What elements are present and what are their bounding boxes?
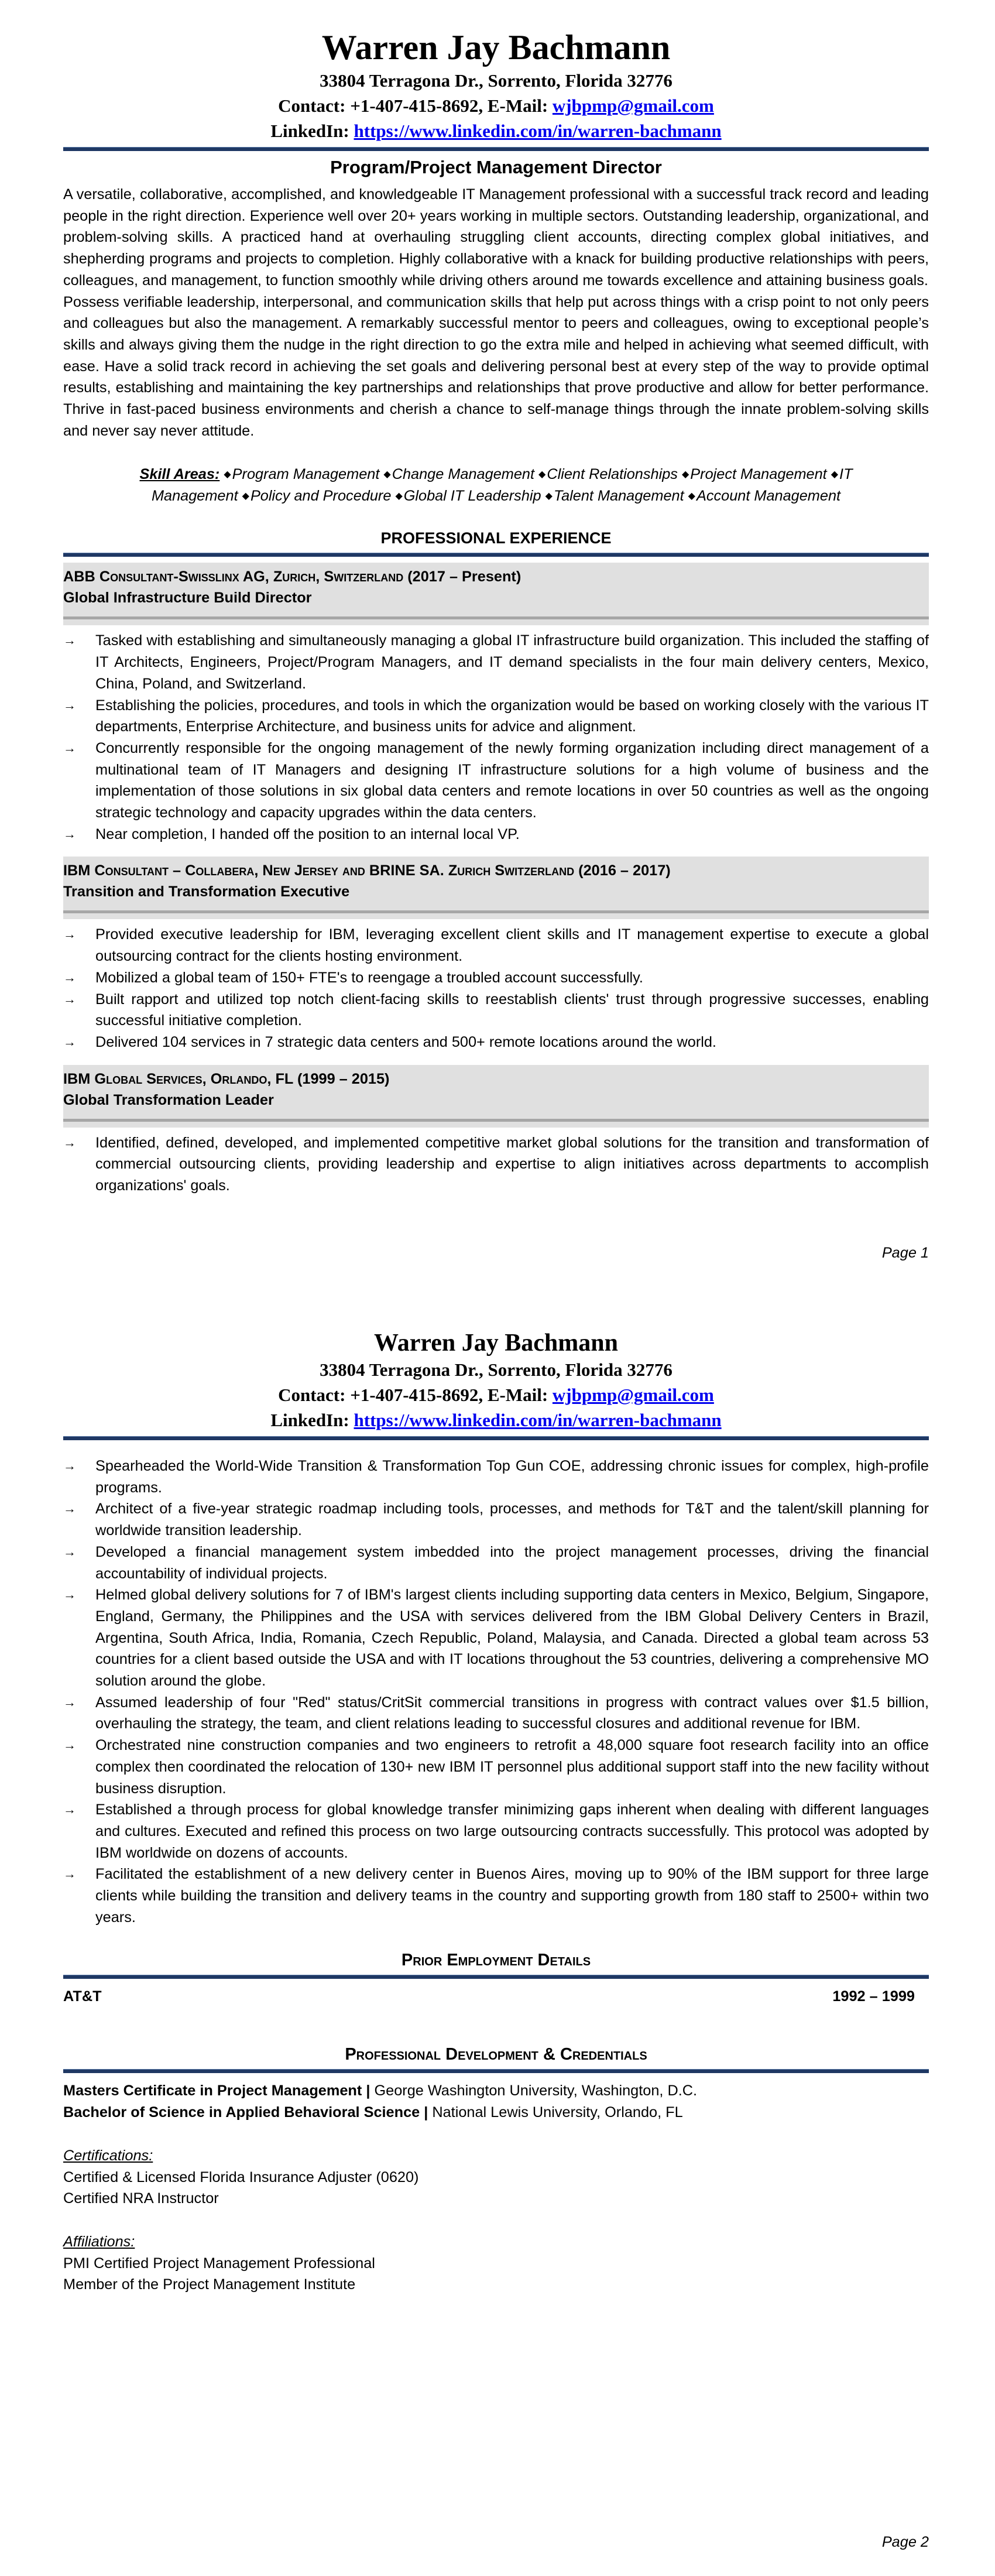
arrow-bullet-icon: →: [63, 1501, 76, 1516]
experience-section: [63, 527, 929, 557]
skill-areas: [63, 464, 929, 507]
skill-item: Change Management: [392, 466, 535, 483]
section-divider: [63, 2069, 929, 2073]
job-title: Global Infrastructure Build Director: [63, 590, 312, 607]
bullet-item: [63, 1132, 929, 1197]
bullet-text: Tasked with establishing and simultaneously managing a global IT infrastructure build organization. This included the staffing of IT Architects, Engineers, Project/Program Managers, and IT demand specialists in the four main delivery centers, Mexico, China, Poland, and Switzerland.: [95, 632, 929, 692]
candidate-name: Warren Jay Bachmann: [321, 28, 671, 67]
job-title: Global Transformation Leader: [63, 1091, 274, 1108]
summary-paragraph: A versatile, collaborative, accomplished, and knowledgeable IT Management professional with a successful track record and leading people in the right direction. Experience well over 20+ years working in multiple sectors. Outstanding leadership, organizational, and problem-solving skills. A practiced hand at overhauling struggling client accounts, directing complex global initiatives, and shepherding programs and projects to completion. Highly collaborative with a knack for building productive relationships with peers, colleagues, and management, to function smoothly while driving others around me towards excellence and attaining business goals.: [63, 186, 929, 289]
linkedin-link[interactable]: https://www.linkedin.com/in/warren-bachmann: [354, 1410, 722, 1430]
contact-header: [63, 27, 929, 143]
affiliation-item: PMI Certified Project Management Professional: [63, 2255, 375, 2272]
bullet-item: [63, 1584, 929, 1692]
bullet-item: [63, 1692, 929, 1735]
skill-item: Policy and Procedure: [250, 488, 392, 505]
contact-line: [63, 93, 929, 118]
bullet-item: [63, 1735, 929, 1799]
bullet-item: [63, 924, 929, 967]
job-header-divider: [63, 910, 929, 913]
bullet-text: Identified, defined, developed, and implemented competitive market global solutions for the transition and transformation of commercial outsourcing clients, providing leadership and expertise to align initiatives across departments to accomplish organizations' goals.: [95, 1134, 929, 1194]
job-entry: [63, 563, 929, 845]
skill-item: IT Management: [151, 466, 853, 505]
credentials-section: [63, 2043, 929, 2073]
education-item: Masters Certificate in Project Management | George Washington University, Washington, D.C.: [63, 2082, 698, 2099]
job-title: Transition and Transformation Executive: [63, 883, 350, 900]
job-bullets-continued: [63, 1455, 929, 1928]
diamond-bullet-icon: ◆: [831, 470, 839, 480]
summary-paragraph: Possess verifiable leadership, interpersonal, and communication skills that help put across things with a crisp point to not only peers and colleagues but also the management. A remarkably successful mentor to peers and colleagues, owing to exceptional people’s skills and always giving them the nudge in the right direction to go the extra mile and helped in achieving what seemed difficult, with ease. Have a solid track record in achieving the set goals and delivering personal best at every step of the way to provide optimal results, establishing and maintaining the key partnerships and relationships that prove productive and allow for better performance. Thrive in fast-paced business environments and cherish a chance to self-manage things through the innate problem-solving skills and never say never attitude.: [63, 293, 929, 439]
bullet-text: Mobilized a global team of 150+ FTE's to reengage a troubled account successfully.: [95, 969, 643, 986]
prior-employment-section: [63, 1949, 929, 1979]
skill-item: Global IT Leadership: [403, 488, 541, 505]
arrow-bullet-icon: →: [63, 826, 76, 841]
prior-dates: 1992 – 1999: [832, 1988, 915, 2005]
arrow-bullet-icon: →: [63, 1738, 76, 1753]
bullet-item: [63, 1542, 929, 1584]
job-header: [63, 857, 929, 919]
arrow-bullet-icon: →: [63, 991, 76, 1006]
linkedin-line: [63, 118, 929, 143]
linkedin-label: LinkedIn:: [270, 1410, 354, 1430]
skill-item: Account Management: [696, 488, 841, 505]
diamond-bullet-icon: ◆: [545, 491, 553, 502]
bullet-item: [63, 824, 929, 845]
skill-item: Program Management: [232, 466, 380, 483]
section-divider: [63, 553, 929, 557]
job-header: [63, 1065, 929, 1128]
skill-item: Client Relationships: [547, 466, 678, 483]
bullet-item: [63, 1455, 929, 1498]
certifications-label: Certifications:: [63, 2147, 153, 2164]
arrow-bullet-icon: →: [63, 1135, 76, 1150]
arrow-bullet-icon: →: [63, 1544, 76, 1559]
job-bullets: [63, 924, 929, 1053]
arrow-bullet-icon: →: [63, 1458, 76, 1473]
section-heading-experience: PROFESSIONAL EXPERIENCE: [380, 529, 612, 547]
bullet-item: [63, 1032, 929, 1053]
job-company: IBM Global Services, Orlando, FL (1999 – 2015): [63, 1070, 390, 1087]
skill-item: Project Management: [690, 466, 827, 483]
bullet-text: Orchestrated nine construction companies and two engineers to retrofit a 48,000 square foot research facility into an office complex then coordinated the relocation of 130+ new IBM IT personnel plus additional support staff into the new facility without business disruption.: [95, 1737, 929, 1797]
bullet-text: Established a through process for global knowledge transfer minimizing gaps inherent when dealing with different languages and cultures. Executed and refined this process on two large outsourcing contracts successfully. This protocol was adopted by IBM worldwide on dozens of accounts.: [95, 1801, 929, 1861]
arrow-bullet-icon: →: [63, 1034, 76, 1049]
page-number: Page 1: [881, 1245, 929, 1261]
email-link[interactable]: wjbpmp@gmail.com: [552, 1385, 714, 1405]
bullet-item: [63, 695, 929, 738]
header-divider: [63, 147, 929, 151]
resume-page-2: [63, 1329, 929, 2564]
candidate-name: Warren Jay Bachmann: [374, 1330, 618, 1356]
bullet-text: Establishing the policies, procedures, and tools in which the organization would be based on working closely with the various IT departments, Enterprise Architecture, and business units for advice and alignment.: [95, 697, 929, 735]
job-bullets: [63, 1132, 929, 1197]
bullet-text: Architect of a five-year strategic roadmap including tools, processes, and methods for T&T and the talent/skill planning for worldwide transition leadership.: [95, 1501, 929, 1539]
bullet-text: Provided executive leadership for IBM, leveraging excellent client skills and IT management expertise to execute a global outsourcing contract for the clients hosting environment.: [95, 926, 929, 965]
education-list: [63, 2080, 929, 2296]
diamond-bullet-icon: ◆: [538, 470, 546, 480]
arrow-bullet-icon: →: [63, 740, 76, 755]
job-entry: [63, 857, 929, 1053]
bullet-item: [63, 1799, 929, 1864]
diamond-bullet-icon: ◆: [395, 491, 403, 502]
certification-item: Certified NRA Instructor: [63, 2190, 219, 2207]
certification-item: Certified & Licensed Florida Insurance Adjuster (0620): [63, 2169, 419, 2186]
arrow-bullet-icon: →: [63, 970, 76, 985]
bullet-item: [63, 967, 929, 989]
bullet-text: Concurrently responsible for the ongoing management of the newly forming organization including direct management of a multinational team of IT Managers and designing IT infrastructure solutions for a high volume of business and the implementation of those solutions in six global data centers and remote locations in over 50 countries as well as the ongoing strategic technology and capacity upgrades within the data centers.: [95, 739, 929, 821]
arrow-bullet-icon: →: [63, 927, 76, 942]
linkedin-line: [63, 1407, 929, 1433]
arrow-bullet-icon: →: [63, 697, 76, 712]
arrow-bullet-icon: →: [63, 1694, 76, 1710]
bullet-item: [63, 738, 929, 824]
diamond-bullet-icon: ◆: [383, 470, 391, 480]
job-entry: [63, 1065, 929, 1197]
diamond-bullet-icon: ◆: [242, 491, 249, 502]
bullet-text: Built rapport and utilized top notch client-facing skills to reestablish clients' trust through progressive successes, enabling successful initiative completion.: [95, 991, 929, 1029]
bullet-text: Near completion, I handed off the position to an internal local VP.: [95, 825, 520, 842]
contact-phone-label: Contact: +1-407-415-8692, E-Mail:: [278, 95, 553, 116]
bullet-text: Developed a financial management system imbedded into the project management processes, driving the financial accountability of individual projects.: [95, 1543, 929, 1582]
summary: [63, 184, 929, 441]
skill-item: Talent Management: [553, 488, 684, 505]
resume-page-1: [63, 27, 929, 1274]
diamond-bullet-icon: ◆: [681, 470, 689, 480]
bullet-text: Facilitated the establishment of a new delivery center in Buenos Aires, moving up to 90% of the IBM support for three large clients while building the transition and delivery teams in the country and supporting growth from 180 staff to 2500+ within two years.: [95, 1866, 929, 1926]
arrow-bullet-icon: →: [63, 1866, 76, 1882]
contact-phone-label: Contact: +1-407-415-8692, E-Mail:: [278, 1385, 553, 1405]
email-link[interactable]: wjbpmp@gmail.com: [552, 95, 714, 116]
skill-areas-list: [152, 466, 853, 504]
affiliation-item: Member of the Project Management Institute: [63, 2276, 356, 2293]
arrow-bullet-icon: →: [63, 1802, 76, 1817]
header-divider: [63, 1436, 929, 1440]
arrow-bullet-icon: →: [63, 1587, 76, 1602]
contact-header: [63, 1329, 929, 1433]
skill-areas-label: Skill Areas:: [139, 466, 220, 483]
linkedin-link[interactable]: https://www.linkedin.com/in/warren-bachmann: [354, 121, 722, 141]
page-number: Page 2: [881, 2534, 929, 2550]
job-header-divider: [63, 1119, 929, 1122]
bullet-text: Delivered 104 services in 7 strategic data centers and 500+ remote locations around the world.: [95, 1033, 716, 1050]
bullet-text: Assumed leadership of four "Red" status/CritSit commercial transitions in progress with contract values over $1.5 billion, overhauling the strategy, the team, and client relations leading to successful closures and additional revenue for IBM.: [95, 1694, 929, 1732]
bullet-item: [63, 630, 929, 694]
diamond-bullet-icon: ◆: [224, 470, 231, 480]
address: 33804 Terragona Dr., Sorrento, Florida 32776: [320, 1359, 673, 1380]
bullet-text: Helmed global delivery solutions for 7 of IBM's largest clients including supporting data centers in Mexico, Belgium, Singapore, England, Germany, the Philippines and the USA with services delivered from the IBM Global Delivery Centers in Brazil, Argentina, South Africa, India, Romania, Czech Republic, Poland, Malaysia, and Canada. Directed a global team across 53 countries for a client based outside the USA and with IT locations throughout the 53 countries, delivering a comprehensive MO solution around the globe.: [95, 1587, 929, 1690]
job-company: IBM Consultant – Collabera, New Jersey and BRINE SA. Zurich Switzerland (2016 – 2017): [63, 862, 671, 879]
job-header: [63, 563, 929, 625]
contact-line: [63, 1382, 929, 1407]
bullet-text: Spearheaded the World-Wide Transition & Transformation Top Gun COE, addressing chronic issues for complex, high-profile programs.: [95, 1458, 929, 1496]
arrow-bullet-icon: →: [63, 633, 76, 648]
section-divider: [63, 1975, 929, 1979]
job-company: ABB Consultant-Swisslinx AG, Zurich, Switzerland (2017 – Present): [63, 568, 521, 585]
section-heading-credentials: Professional Development & Credentials: [345, 2045, 647, 2064]
diamond-bullet-icon: ◆: [688, 491, 695, 502]
linkedin-label: LinkedIn:: [270, 121, 354, 141]
address: 33804 Terragona Dr., Sorrento, Florida 32776: [320, 70, 673, 91]
education-item: Bachelor of Science in Applied Behavioral Science | National Lewis University, Orlando, FL: [63, 2104, 683, 2121]
prior-company: AT&T: [63, 1988, 102, 2005]
headline: Program/Project Management Director: [330, 157, 662, 177]
job-header-divider: [63, 616, 929, 619]
affiliations-label: Affiliations:: [63, 2233, 135, 2250]
bullet-item: [63, 1864, 929, 1928]
bullet-item: [63, 989, 929, 1032]
section-heading-prior: Prior Employment Details: [401, 1951, 591, 1970]
job-bullets: [63, 630, 929, 845]
prior-employment-row: [63, 1986, 929, 2007]
bullet-item: [63, 1498, 929, 1541]
